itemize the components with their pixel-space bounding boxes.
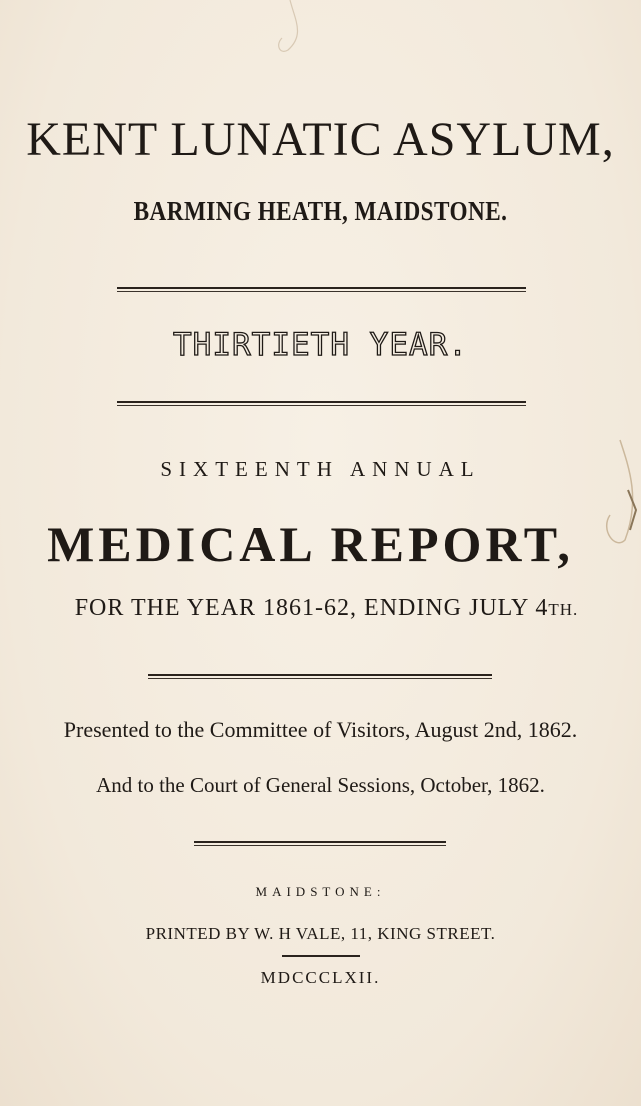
asylum-location: BARMING HEATH, MAIDSTONE. <box>133 196 508 226</box>
year-heading: THIRTIETH YEAR. <box>173 327 468 363</box>
double-rule-1 <box>117 287 526 293</box>
report-title: MEDICAL REPORT, <box>47 516 574 572</box>
asylum-title: KENT LUNATIC ASYLUM, <box>26 113 615 166</box>
imprint-place: MAIDSTONE: <box>255 884 386 899</box>
presented-line: Presented to the Committee of Visitors, August 2nd, 1862. <box>63 717 578 742</box>
double-rule-4 <box>194 841 446 847</box>
court-line: And to the Court of General Sessions, October, 1862. <box>96 773 545 797</box>
imprint-date: MDCCCLXII. <box>260 968 381 987</box>
short-rule <box>282 955 360 958</box>
double-rule-2 <box>117 401 526 407</box>
report-period-suffix: TH. <box>548 600 579 619</box>
double-rule-3 <box>148 674 492 680</box>
imprint-printer: PRINTED BY W. H VALE, 11, KING STREET. <box>145 924 496 943</box>
report-ordinal: SIXTEENTH ANNUAL <box>160 457 481 481</box>
report-period <box>6 595 641 622</box>
page-stain <box>250 0 330 60</box>
report-period-main: FOR THE YEAR 1861-62, ENDING JULY 4 <box>74 595 549 621</box>
